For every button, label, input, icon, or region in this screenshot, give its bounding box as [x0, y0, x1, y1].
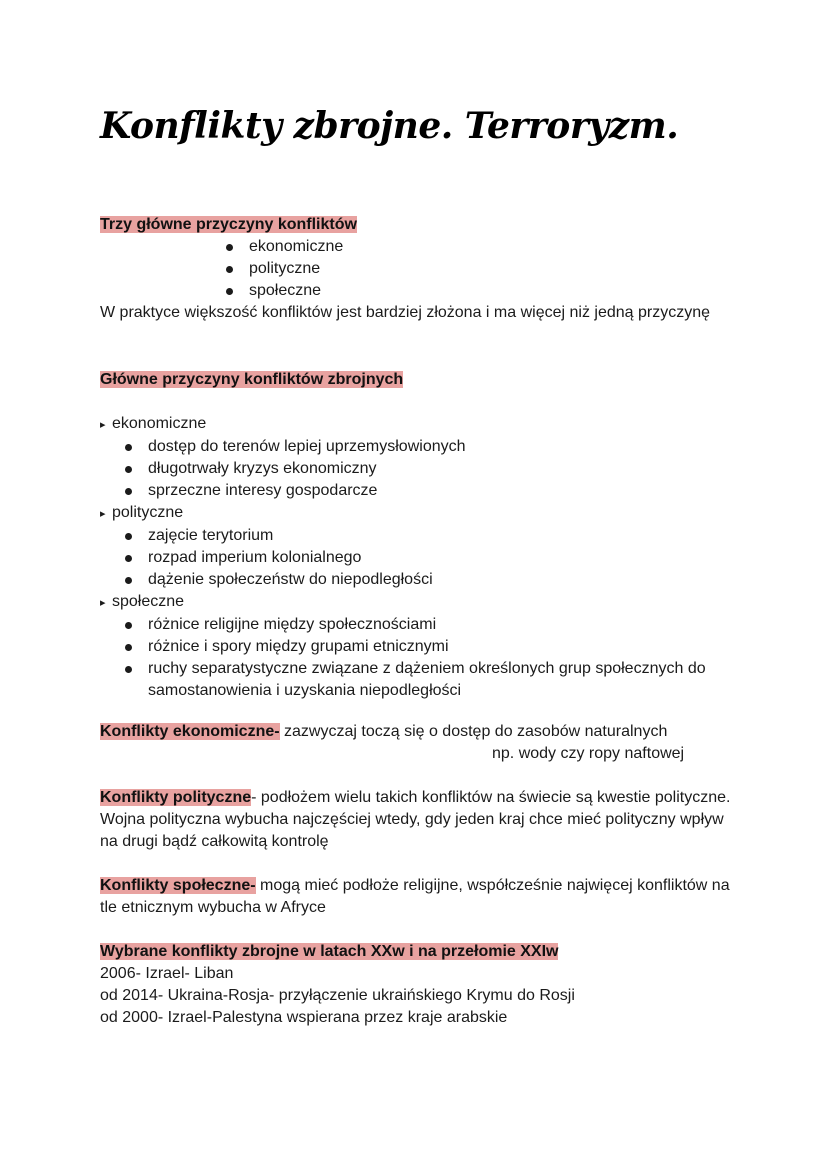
term-label: Konflikty społeczne- — [100, 877, 256, 894]
term-label: Konflikty ekonomiczne- — [100, 723, 280, 740]
list-item: ekonomiczne — [224, 236, 740, 258]
conflict-line: od 2000- Izrael-Palestyna wspierana przez kraje arabskie — [100, 1009, 508, 1026]
triangle-bullet-icon: ▸ — [100, 419, 106, 431]
section-social-conflicts — [100, 875, 740, 919]
category-label: polityczne — [112, 504, 184, 521]
section-economic-conflicts — [100, 721, 740, 765]
term-example: np. wody czy ropy naftowej — [492, 745, 685, 762]
political-list — [100, 525, 740, 591]
list-item: długotrwały kryzys ekonomiczny — [123, 458, 740, 480]
section-main-causes — [100, 214, 740, 324]
list-item: rozpad imperium kolonialnego — [123, 547, 740, 569]
conflict-line: 2006- Izrael- Liban — [100, 965, 234, 982]
list-item: sprzeczne interesy gospodarcze — [123, 480, 740, 502]
triangle-bullet-icon: ▸ — [100, 508, 106, 520]
section-heading: Główne przyczyny konfliktów zbrojnych — [100, 371, 404, 388]
list-item: dążenie społeczeństw do niepodległości — [123, 569, 740, 591]
social-list — [100, 614, 718, 702]
causes-list — [100, 236, 740, 302]
term-description: mogą mieć podłoże religijne, współcześnie najwięcej konfliktów na tle etnicznym wybucha w Afryce — [100, 877, 730, 916]
list-item: zajęcie terytorium — [123, 525, 740, 547]
section-heading: Trzy główne przyczyny konfliktów — [100, 216, 357, 233]
section-selected-conflicts — [100, 941, 740, 1029]
list-item: dostęp do terenów lepiej uprzemysłowionych — [123, 436, 740, 458]
section-political-conflicts — [100, 787, 740, 853]
category-economic — [100, 413, 740, 436]
category-social — [100, 591, 740, 614]
list-item: różnice i spory między grupami etnicznymi — [123, 636, 718, 658]
list-item: ruchy separatystyczne związane z dążeniem określonych grup społecznych do samostanowienia i uzyskania niepodległości — [123, 658, 718, 702]
spacer — [100, 391, 740, 413]
causes-note: W praktyce większość konfliktów jest bardziej złożona i ma więcej niż jedną przyczynę — [100, 304, 711, 321]
category-label: ekonomiczne — [112, 415, 207, 432]
list-item: polityczne — [224, 258, 740, 280]
section-armed-conflict-causes — [100, 369, 740, 702]
term-description: - podłożem wielu takich konfliktów na świecie są kwestie polityczne. Wojna polityczna wybucha najczęściej wtedy, gdy jeden kraj chce mieć polityczny wpływ na drugi bądź całkowitą kontrolę — [100, 789, 731, 850]
category-label: społeczne — [112, 593, 185, 610]
category-political — [100, 502, 740, 525]
conflict-line: od 2014- Ukraina-Rosja- przyłączenie ukraińskiego Krymu do Rosji — [100, 987, 575, 1004]
triangle-bullet-icon: ▸ — [100, 597, 106, 609]
term-description: zazwyczaj toczą się o dostęp do zasobów naturalnych — [279, 723, 668, 740]
list-item: społeczne — [224, 280, 740, 302]
page-title: Konflikty zbrojne. Terroryzm. — [100, 105, 679, 147]
list-item: różnice religijne między społecznościami — [123, 614, 718, 636]
section-heading: Wybrane konflikty zbrojne w latach XXw i na przełomie XXIw — [100, 943, 559, 960]
economic-list — [100, 436, 740, 502]
term-label: Konflikty polityczne — [100, 789, 252, 806]
